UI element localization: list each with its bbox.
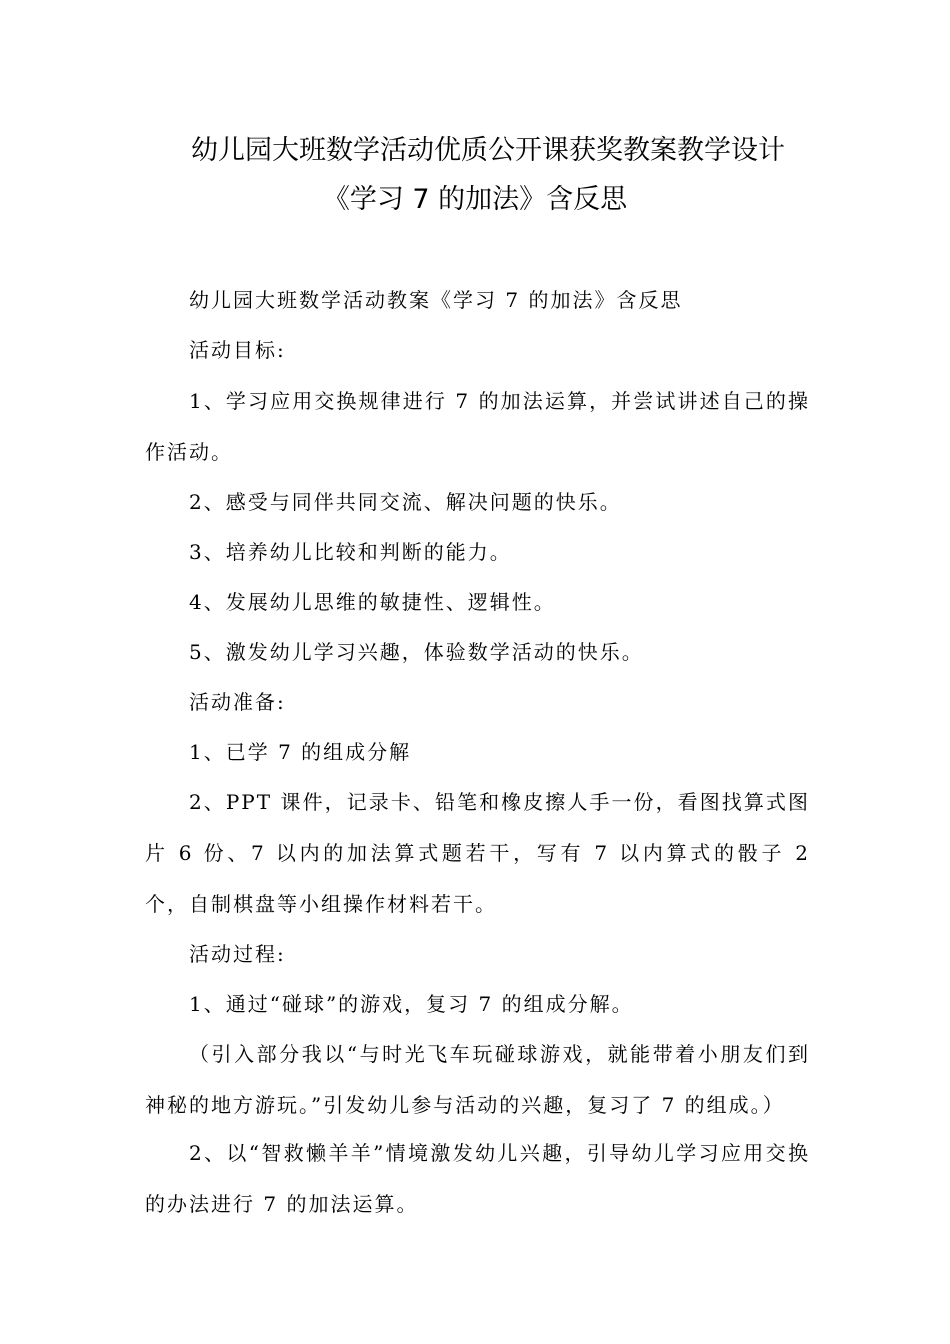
objective-item-5: 5、激发幼儿学习兴趣，体验数学活动的快乐。 — [189, 640, 644, 664]
process-note: （引入部分我以“与时光飞车玩碰球游戏，就能带着小朋友们到神秘的地方游玩。”引发幼儿参与活动的兴趣，复习了 7 的组成。） — [145, 1042, 810, 1117]
document-title-line-1: 幼儿园大班数学活动优质公开课获奖教案教学设计 — [191, 135, 785, 166]
objective-item-4: 4、发展幼儿思维的敏捷性、逻辑性。 — [189, 590, 556, 614]
process-item-2: 2、以“智救懒羊羊”情境激发幼儿兴趣，引导幼儿学习应用交换的办法进行 7 的加法运算。 — [145, 1141, 810, 1216]
section-label-preparation: 活动准备: — [189, 690, 286, 714]
preparation-item-2: 2、PPT 课件，记录卡、铅笔和橡皮擦人手一份，看图找算式图片 6 份、7 以内的加法算式题若干，写有 7 以内算式的骰子 2 个，自制棋盘等小组操作材料若干。 — [145, 790, 810, 916]
objective-item-1: 1、学习应用交换规律进行 7 的加法运算，并尝试讲述自己的操作活动。 — [145, 389, 810, 464]
section-label-process: 活动过程: — [189, 942, 286, 966]
section-label-objectives: 活动目标: — [189, 338, 286, 362]
document-title-line-2: 《学习 7 的加法》含反思 — [322, 184, 628, 215]
process-item-1: 1、通过“碰球”的游戏，复习 7 的组成分解。 — [189, 992, 634, 1016]
objective-item-3: 3、培养幼儿比较和判断的能力。 — [189, 540, 512, 564]
preparation-item-1: 1、已学 7 的组成分解 — [189, 740, 412, 764]
objective-item-2: 2、感受与同伴共同交流、解决问题的快乐。 — [189, 490, 622, 514]
paragraph-heading: 幼儿园大班数学活动教案《学习 7 的加法》含反思 — [189, 288, 683, 312]
